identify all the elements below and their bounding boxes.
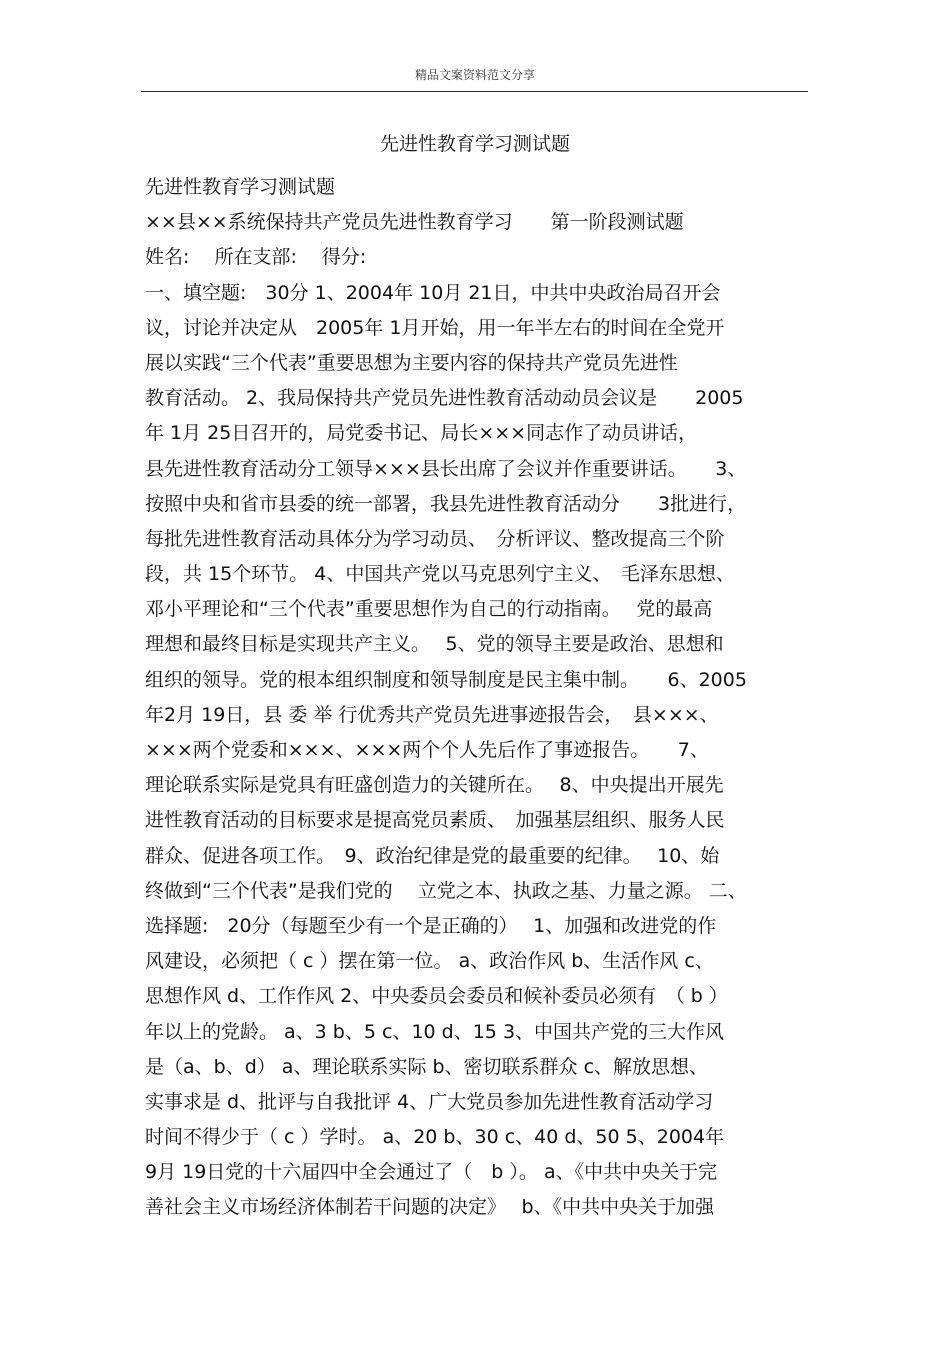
body-text-line: 县先进性教育活动分工领导×××县长出席了会议并作重要讲话。 3、 — [145, 457, 747, 480]
body-text-line: 年2月 19日，县 委 举 行优秀共产党员先进事迹报告会， 县×××、 — [145, 703, 719, 726]
body-text-line: 年以上的党龄。 a、3 b、5 c、10 d、15 3、中国共产党的三大作风 — [145, 1020, 725, 1043]
body-text-line: 理想和最终目标是实现共产主义。 5、党的领导主要是政治、思想和 — [145, 633, 724, 656]
header-divider — [141, 91, 808, 92]
body-text-line: 终做到“三个代表”是我们党的 立党之本、执政之基、力量之源。 二、 — [145, 879, 747, 902]
body-text-line: 群众、促进各项工作。 9、政治纪律是党的最重要的纪律。 10、始 — [145, 844, 720, 867]
document-title: 先进性教育学习测试题 — [379, 133, 570, 155]
body-text-line: 理论联系实际是党具有旺盛创造力的关键所在。 8、中央提出开展先 — [145, 774, 724, 797]
body-text-line: 教育活动。 2、我局保持共产党员先进性教育活动动员会议是 2005 — [145, 387, 744, 410]
body-text-line: 进性教育活动的目标要求是提高党员素质、 加强基层组织、服务人民 — [145, 809, 725, 832]
body-text-line: 善社会主义市场经济体制若干问题的决定》 b、《中共中央关于加强 — [145, 1196, 715, 1219]
body-text-line: 时间不得少于（ c ）学时。 a、20 b、30 c、40 d、50 5、2004年 — [145, 1126, 725, 1149]
body-text-line: 选择题: 20分（每题至少有一个是正确的） 1、加强和改进党的作 — [145, 914, 717, 937]
body-text-line: 风建设，必须把（ c ）摆在第一位。 a、政治作风 b、生活作风 c、 — [145, 950, 714, 973]
body-text-line: 实事求是 d、批评与自我批评 4、广大党员参加先进性教育活动学习 — [145, 1090, 714, 1113]
body-text-line: 思想作风 d、工作作风 2、中央委员会委员和候补委员必须有 （ b ） — [145, 985, 728, 1008]
body-text-line: 邓小平理论和“三个代表”重要思想作为自己的行动指南。 党的最高 — [145, 598, 713, 621]
body-text-line: 组织的领导。党的根本组织制度和领导制度是民主集中制。 6、2005 — [145, 668, 747, 691]
body-text-line: 展以实践“三个代表”重要思想为主要内容的保持共产党员先进性 — [145, 351, 678, 374]
page-header-text: 精品文案资料范文分享 — [414, 68, 535, 82]
body-text-line: ××县××系统保持共产党员先进性教育学习 第一阶段测试题 — [145, 211, 684, 234]
body-text-line: 每批先进性教育活动具体分为学习动员、 分析评议、整改提高三个阶 — [145, 527, 725, 550]
body-text-line: 按照中央和省市县委的统一部署，我县先进性教育活动分 3批进行， — [145, 492, 747, 515]
body-text-line: 9月 19日党的十六届四中全会通过了（ b ）。 a、《中共中央关于完 — [145, 1161, 718, 1184]
body-text-line: 姓名: 所在支部: 得分: — [145, 246, 367, 269]
document-body — [145, 174, 825, 1230]
body-text-line: 是（a、b、d） a、理论联系实际 b、密切联系群众 c、解放思想、 — [145, 1055, 709, 1078]
body-text-line: 年 1月 25日召开的，局党委书记、局长×××同志作了动员讲话， — [145, 422, 698, 445]
body-text-line: 一、填空题: 30分 1、2004年 10月 21日，中共中央政治局召开会 — [145, 281, 721, 304]
body-text-line: ×××两个党委和×××、×××两个个人先后作了事迹报告。 7、 — [145, 739, 709, 761]
body-text-line: 段，共 15个环节。 4、中国共产党以马克思列宁主义、 毛泽东思想、 — [145, 563, 735, 586]
body-text-line: 先进性教育学习测试题 — [145, 176, 336, 198]
body-text-line: 议，讨论并决定从 2005年 1月开始，用一年半左右的时间在全党开 — [145, 316, 725, 339]
